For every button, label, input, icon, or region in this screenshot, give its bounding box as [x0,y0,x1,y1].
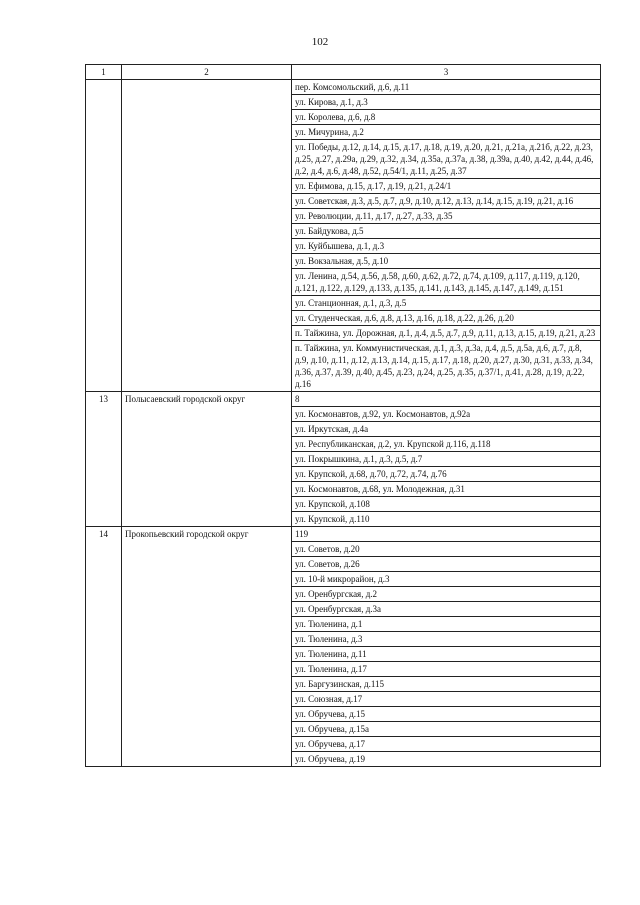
district-name: Полысаевский городской округ [122,392,292,527]
address-cell: ул. Союзная, д.17 [292,692,601,707]
address-cell: ул. Обручева, д.15 [292,707,601,722]
table-row [86,527,601,542]
address-cell: ул. Космонавтов, д.92, ул. Космонавтов, д.92а [292,407,601,422]
table-row [86,392,601,407]
address-cell: ул. Тюленина, д.11 [292,647,601,662]
address-cell: ул. Покрышкина, д.1, д.3, д.5, д.7 [292,452,601,467]
address-cell: ул. Крупской, д.110 [292,512,601,527]
address-cell: ул. Станционная, д.1, д.3, д.5 [292,296,601,311]
table-row [86,80,601,95]
address-cell: ул. Крупской, д.108 [292,497,601,512]
district-name [122,80,292,392]
address-cell: ул. Оренбургская, д.3а [292,602,601,617]
district-count: 8 [292,392,601,407]
address-cell: п. Тайжина, ул. Коммунистическая, д.1, д.3, д.3а, д.4, д.5, д.5а, д.6, д.7, д.8, д.9, д.10, д.11, д.12, д.13, д.14, д.15, д.17, д.18, д.20, д.27, д.30, д.31, д.33, д.34, д.36, д.37, д.39, д.40, д.45, д.23, д.24, д.25, д.35, д.37/1, д.41, д.28, д.19, д.22, д.16 [292,341,601,392]
column-header-1: 1 [86,65,122,80]
district-number: 14 [86,527,122,767]
address-cell: ул. Королева, д.6, д.8 [292,110,601,125]
address-cell: ул. Республиканская, д.2, ул. Крупской д.116, д.118 [292,437,601,452]
district-number: 13 [86,392,122,527]
address-cell: ул. Кирова, д.1, д.3 [292,95,601,110]
column-header-3: 3 [292,65,601,80]
column-header-2: 2 [122,65,292,80]
address-cell: ул. Революции, д.11, д.17, д.27, д.33, д.35 [292,209,601,224]
table-header-row [86,65,601,80]
district-number [86,80,122,392]
page-number: 102 [311,36,329,48]
address-cell: ул. Обручева, д.15а [292,722,601,737]
address-cell: ул. Ефимова, д.15, д.17, д.19, д.21, д.24/1 [292,179,601,194]
address-cell: ул. Оренбургская, д.2 [292,587,601,602]
address-cell: ул. Обручева, д.17 [292,737,601,752]
address-cell: п. Тайжина, ул. Дорожная, д.1, д.4, д.5, д.7, д.9, д.11, д.13, д.15, д.19, д.21, д.23 [292,326,601,341]
address-cell: ул. Тюленина, д.17 [292,662,601,677]
address-cell: ул. Байдукова, д.5 [292,224,601,239]
address-cell: ул. 10-й микрорайон, д.3 [292,572,601,587]
address-cell: ул. Иркутская, д.4а [292,422,601,437]
address-cell: ул. Крупской, д.68, д.70, д.72, д.74, д.76 [292,467,601,482]
address-cell: ул. Победы, д.12, д.14, д.15, д.17, д.18, д.19, д.20, д.21, д.21а, д.21б, д.22, д.23, д.25, д.27, д.29а, д.29, д.32, д.34, д.35а, д.37а, д.38, д.39а, д.40, д.42, д.44, д.46, д.2, д.4, д.6, д.48, д.52, д.54/1, д.11, д.25, д.37 [292,140,601,179]
address-cell: ул. Обручева, д.19 [292,752,601,767]
address-cell: ул. Советов, д.20 [292,542,601,557]
address-cell: ул. Советов, д.26 [292,557,601,572]
address-cell: пер. Комсомольский, д.6, д.11 [292,80,601,95]
address-cell: ул. Баргузинская, д.115 [292,677,601,692]
address-cell: ул. Мичурина, д.2 [292,125,601,140]
district-name: Прокопьевский городской округ [122,527,292,767]
address-cell: ул. Ленина, д.54, д.56, д.58, д.60, д.62, д.72, д.74, д.109, д.117, д.119, д.120, д.121, д.122, д.129, д.133, д.135, д.141, д.143, д.145, д.147, д.149, д.151 [292,269,601,296]
address-cell: ул. Тюленина, д.1 [292,617,601,632]
address-cell: ул. Куйбышева, д.1, д.3 [292,239,601,254]
address-cell: ул. Тюленина, д.3 [292,632,601,647]
address-cell: ул. Вокзальная, д.5, д.10 [292,254,601,269]
address-table [85,64,601,767]
address-cell: ул. Студенческая, д.6, д.8, д.13, д.16, д.18, д.22, д.26, д.20 [292,311,601,326]
district-count: 119 [292,527,601,542]
address-cell: ул. Советская, д.3, д.5, д.7, д.9, д.10, д.12, д.13, д.14, д.15, д.19, д.21, д.16 [292,194,601,209]
address-table-body [86,65,601,767]
address-cell: ул. Космонавтов, д.68, ул. Молодежная, д.31 [292,482,601,497]
